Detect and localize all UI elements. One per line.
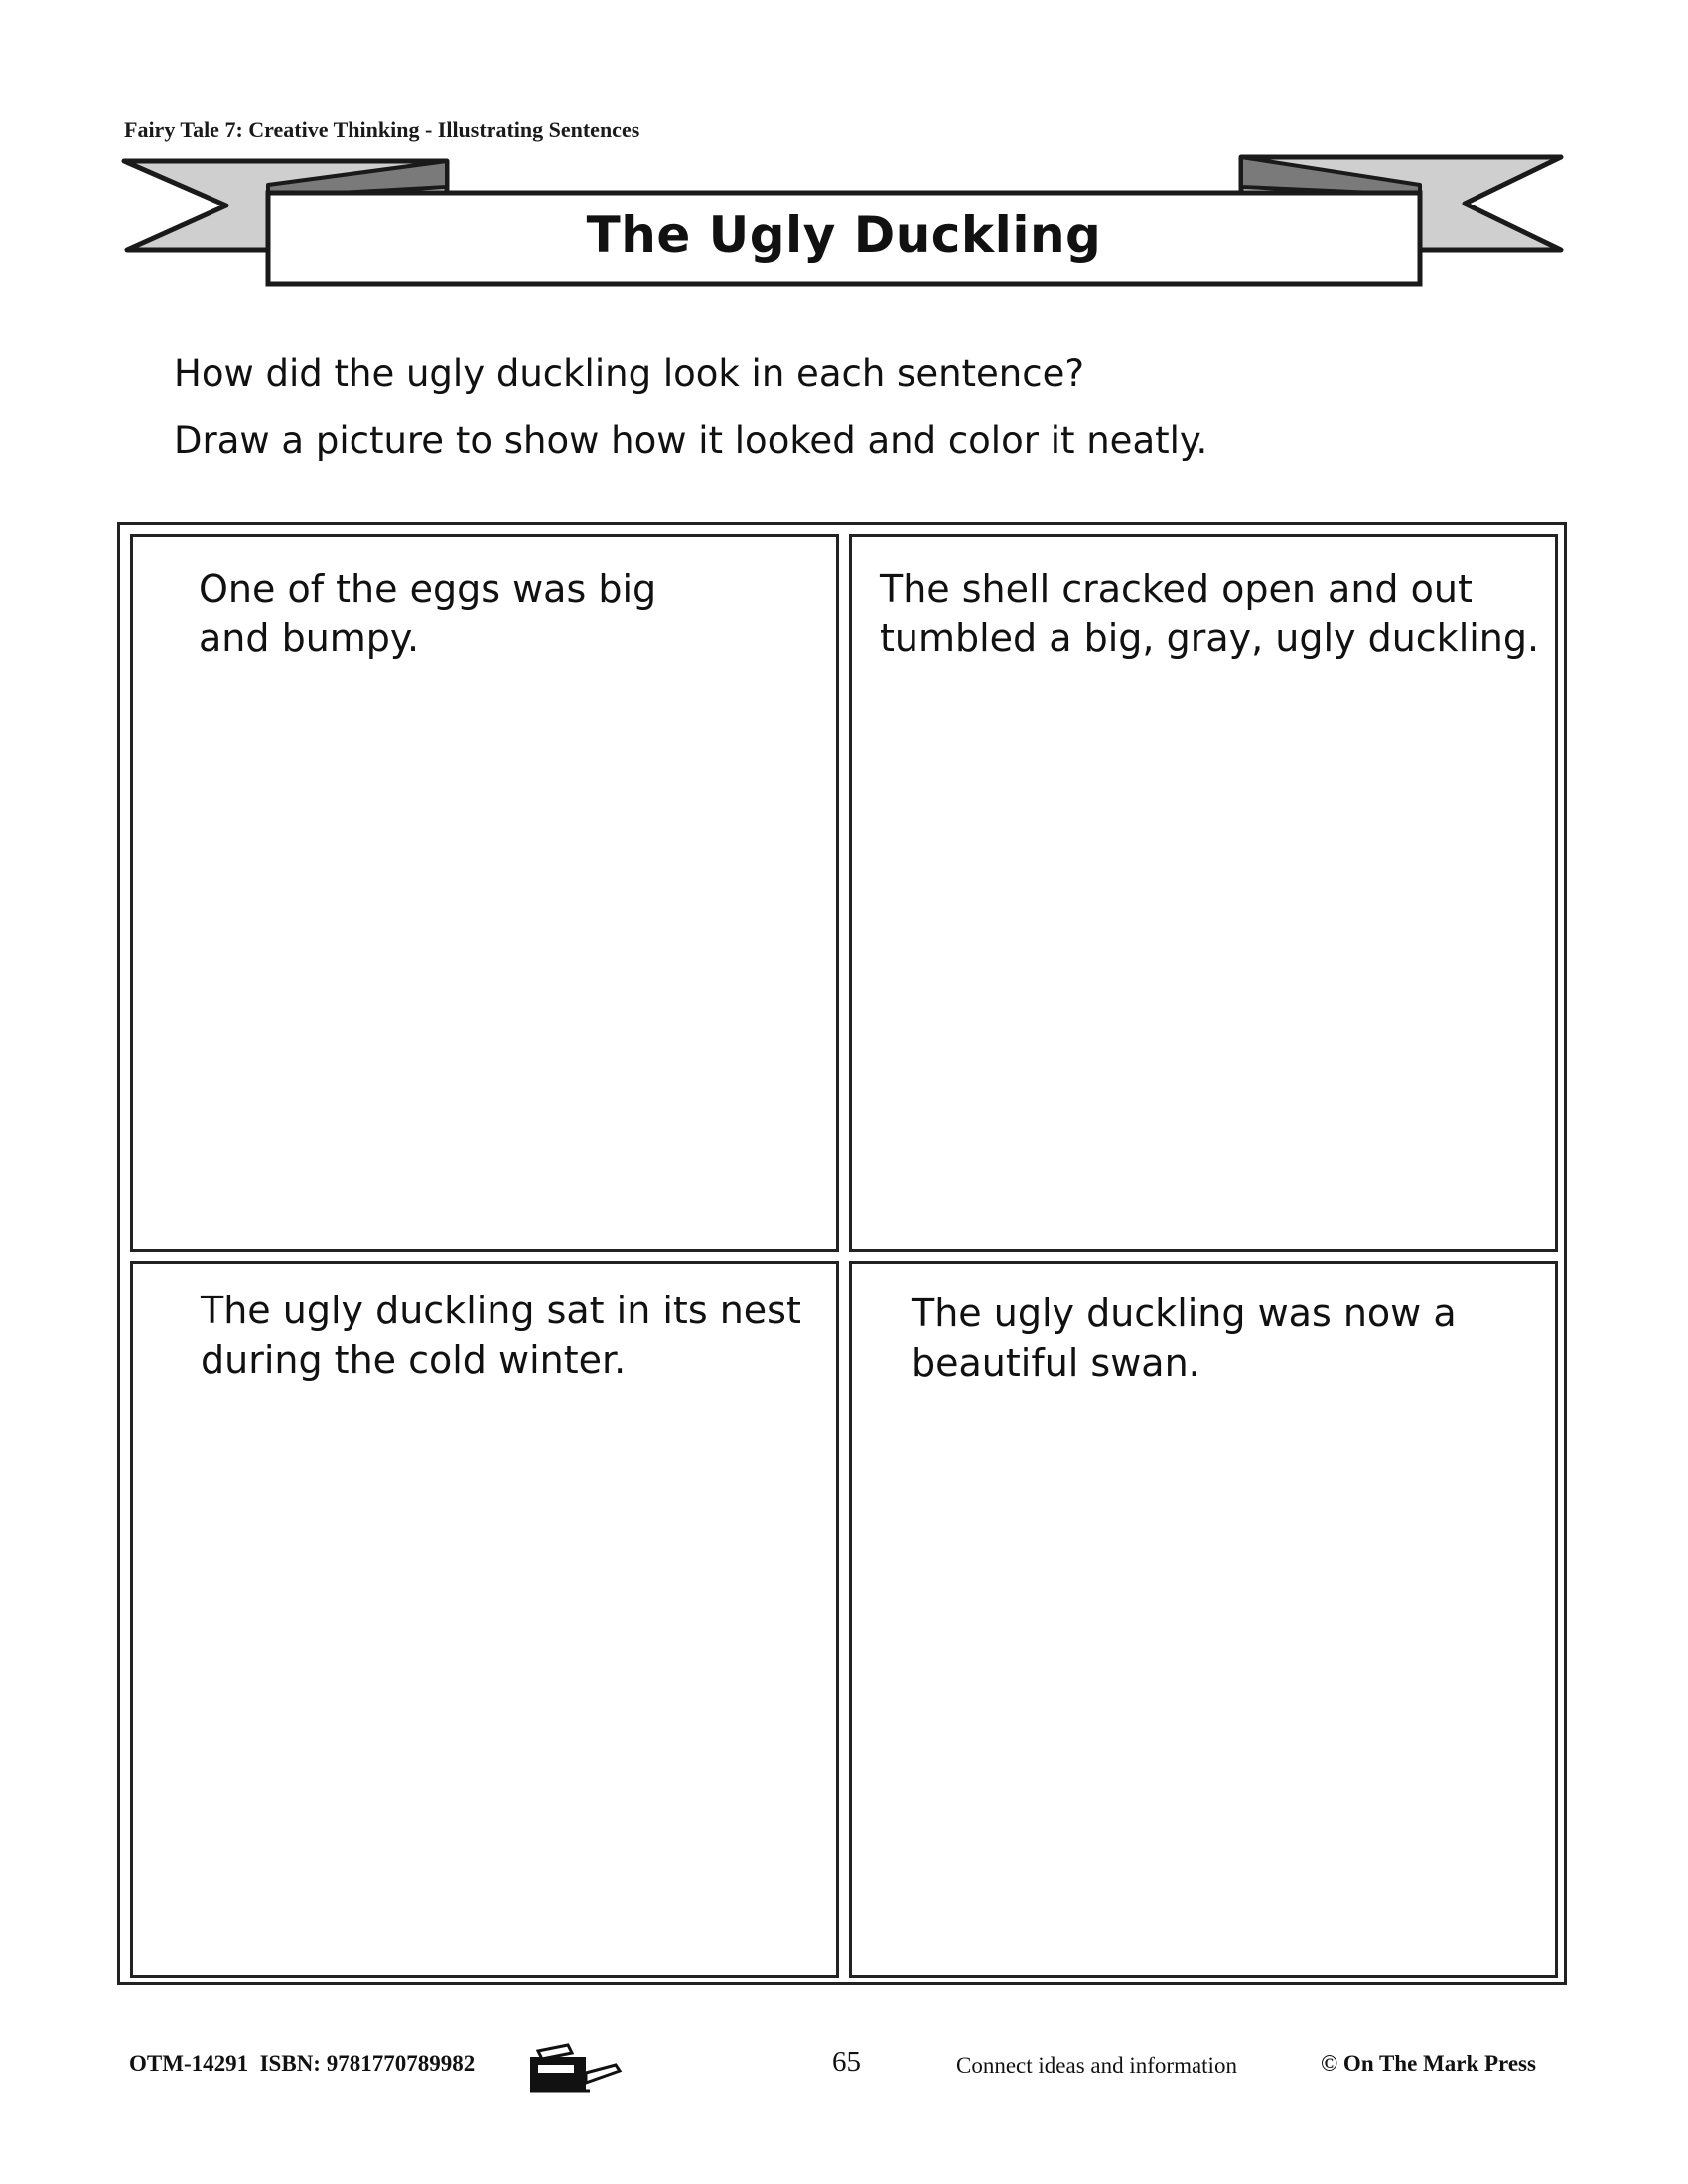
copyright: © On The Mark Press [1321, 2051, 1536, 2076]
sentence-line: One of the eggs was big [199, 567, 657, 611]
panel-sentence [199, 564, 794, 663]
skill-label: Connect ideas and information [956, 2053, 1237, 2078]
instruction-line-1: How did the ugly duckling look in each sentence? [174, 352, 1084, 395]
drawing-panel-4[interactable] [849, 1261, 1558, 1978]
drawing-panel-2[interactable] [849, 534, 1558, 1252]
sentence-line: beautiful swan. [912, 1341, 1200, 1385]
isbn: ISBN: 9781770789982 [259, 2051, 476, 2076]
page-title: The Ugly Duckling [586, 206, 1102, 264]
drawing-panel-1[interactable] [130, 534, 839, 1252]
panel-sentence [880, 564, 1555, 663]
sentence-line: The ugly duckling was now a [912, 1292, 1457, 1335]
sentence-line: and bumpy. [199, 616, 420, 660]
sentence-line: The shell cracked open and out [880, 567, 1473, 611]
panel-sentence [201, 1286, 816, 1385]
footer-product-info [129, 2051, 475, 2077]
sentence-line: tumbled a big, gray, ugly duckling. [880, 616, 1540, 660]
photocopier-icon [528, 2043, 628, 2095]
page-number: 65 [832, 2046, 861, 2078]
drawing-panel-3[interactable] [130, 1261, 839, 1978]
product-code: OTM-14291 [129, 2051, 249, 2076]
sentence-line: during the cold winter. [201, 1338, 627, 1382]
section-label: Fairy Tale 7: Creative Thinking - Illustrating Sentences [124, 117, 640, 142]
title-banner [0, 0, 1688, 318]
sentence-line: The ugly duckling sat in its nest [201, 1289, 801, 1332]
instruction-line-2: Draw a picture to show how it looked and color it neatly. [174, 419, 1208, 462]
panel-sentence [912, 1289, 1527, 1388]
